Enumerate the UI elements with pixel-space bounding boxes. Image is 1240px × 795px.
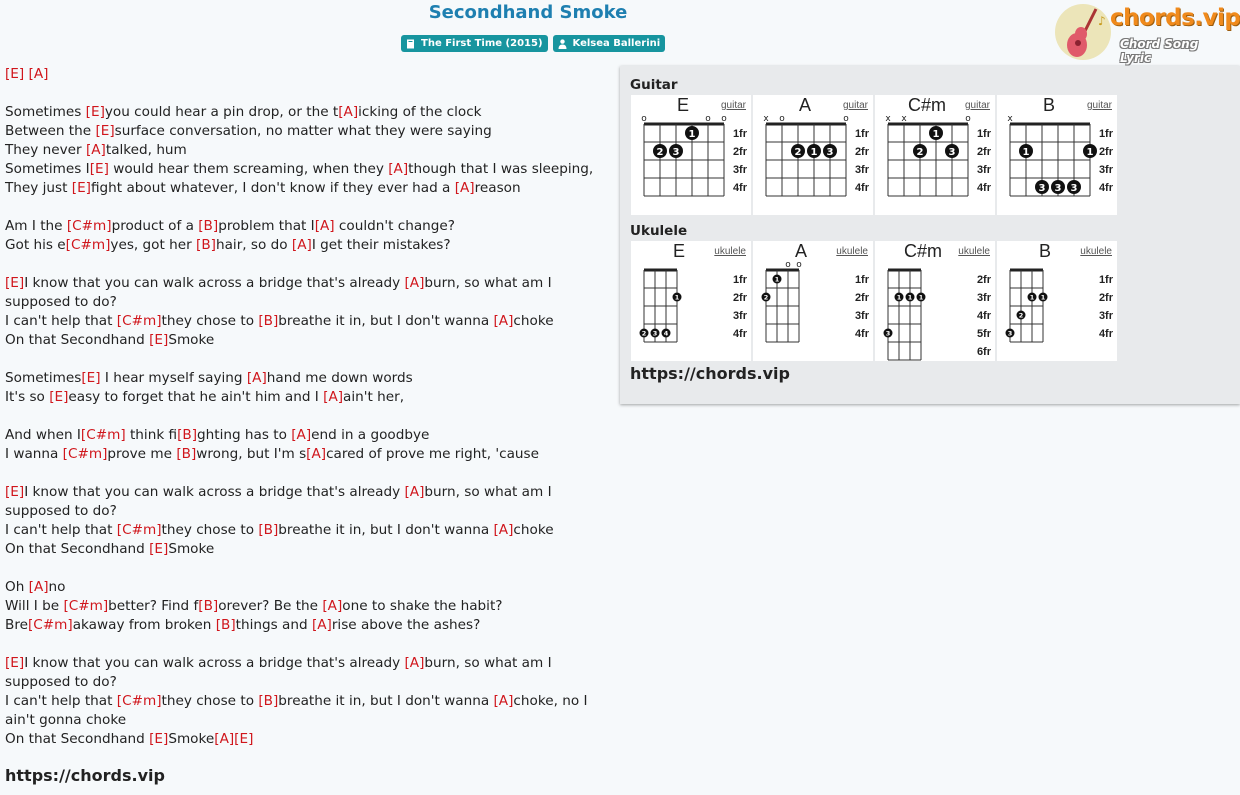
lyric-text: rise above the ashes? (331, 617, 481, 633)
muted-string-marker: x (1007, 114, 1013, 124)
lyric-text: hair, so do (215, 237, 292, 253)
lyric-text: I hear myself saying (100, 370, 247, 386)
chord-name: C#m (903, 241, 942, 261)
lyric-text: They just (5, 180, 72, 196)
fret-number-label: 2fr (854, 146, 869, 158)
chord-name: B (1042, 95, 1055, 115)
chord-name: A (794, 241, 807, 261)
lyric-text: Between the (5, 123, 96, 139)
chord-diagram (875, 95, 995, 215)
lyric-text: Got his e (5, 237, 66, 253)
svg-text:♪: ♪ (1098, 14, 1106, 28)
lyric-line (5, 445, 615, 464)
lyric-text: though that I was sleeping, (408, 161, 594, 177)
chord-marker[interactable]: [B] (215, 617, 236, 633)
chord-marker[interactable]: [E] (149, 332, 169, 348)
fret-number-label: 3fr (1098, 164, 1113, 176)
lyric-text: think fi (125, 427, 178, 443)
chord-marker[interactable]: [C#m] (116, 693, 162, 709)
lyric-line (5, 103, 615, 122)
lyric-text: they chose to (161, 522, 259, 538)
chord-marker[interactable]: [A] (404, 275, 425, 291)
fret-number-label: 3fr (854, 310, 869, 322)
chord-marker[interactable]: [B] (177, 427, 198, 443)
lyric-text: Smoke (168, 731, 215, 747)
fret-number-label: 3fr (976, 164, 991, 176)
lyric-text: icking of the clock (358, 104, 482, 120)
finger-number: 1 (1022, 147, 1030, 158)
open-string-marker: o (843, 114, 849, 124)
lyric-text: I know that you can walk across a bridge that's already (24, 655, 405, 671)
open-string-marker: o (721, 114, 727, 124)
guitar-section-label: Guitar (630, 77, 678, 93)
chord-marker[interactable]: [A] (404, 655, 425, 671)
fret-number-label: 4fr (732, 182, 747, 194)
lyric-blank-line (5, 84, 615, 103)
lyric-blank-line (5, 464, 615, 483)
muted-string-marker: x (885, 114, 891, 124)
chord-marker[interactable]: [B] (198, 598, 219, 614)
chord-marker[interactable]: [E] (95, 123, 115, 139)
fret-number-label: 2fr (976, 274, 991, 286)
lyric-line (5, 122, 615, 141)
chord-name: A (798, 95, 811, 115)
chord-marker[interactable]: [A] (322, 598, 343, 614)
chord-marker[interactable]: [A] (338, 104, 359, 120)
chord-marker[interactable]: [C#m] (63, 598, 109, 614)
chord-marker[interactable]: [A] (314, 218, 335, 234)
ukulele-chord-card-e[interactable] (631, 241, 751, 361)
lyric-text: breathe it in, but I don't wanna (278, 522, 494, 538)
finger-number: 1 (774, 275, 780, 284)
chord-marker[interactable]: [E] (149, 541, 169, 557)
fret-number-label: 6fr (976, 346, 991, 358)
artist-badge[interactable] (553, 35, 666, 52)
lyric-line (5, 483, 615, 521)
lyric-text: hand me down words (266, 370, 413, 386)
fret-number-label: 2fr (732, 146, 747, 158)
lyric-text: Will I be (5, 598, 64, 614)
lyric-text: burn, so what am I supposed to do? (5, 655, 552, 690)
fret-number-label: 4fr (1098, 182, 1113, 194)
lyric-text: I know that you can walk across a bridge that's already (24, 484, 405, 500)
finger-number: 3 (948, 147, 956, 158)
muted-string-marker: x (763, 114, 769, 124)
lyric-line (5, 654, 615, 692)
open-string-marker: o (705, 114, 711, 124)
lyric-text: things and (235, 617, 312, 633)
chord-marker[interactable]: [A] (493, 313, 514, 329)
lyric-text: Sometimes (5, 104, 86, 120)
fret-number-label: 2fr (732, 292, 747, 304)
finger-number: 1 (896, 293, 902, 302)
lyric-text: I can't help that (5, 313, 117, 329)
lyric-line (5, 217, 615, 236)
ukulele-chord-card-csharpm[interactable] (875, 241, 995, 361)
lyric-text: akaway from broken (72, 617, 216, 633)
lyric-text: fight about whatever, I don't know if they ever had a (90, 180, 455, 196)
chord-marker[interactable]: [A] (493, 522, 514, 538)
lyric-blank-line (5, 635, 615, 654)
fret-number-label: 3fr (1098, 310, 1113, 322)
finger-number: 4 (663, 329, 669, 338)
chord-type-link[interactable]: guitar (842, 100, 868, 111)
chord-diagram (997, 241, 1117, 361)
finger-number: 3 (826, 147, 834, 158)
song-badges (401, 35, 665, 52)
lyric-text: easy to forget that he ain't him and I (68, 389, 324, 405)
lyric-blank-line (5, 198, 615, 217)
lyric-text: burn, so what am I supposed to do? (5, 484, 552, 519)
lyric-text: ain't her, (343, 389, 405, 405)
lyric-text: choke, no I ain't gonna choke (5, 693, 588, 728)
finger-number: 1 (1040, 293, 1046, 302)
chord-marker[interactable]: [E] (71, 180, 91, 196)
finger-number: 3 (652, 329, 658, 338)
lyric-line (5, 274, 615, 312)
guitar-chord-card-a[interactable] (753, 95, 873, 215)
chord-marker[interactable]: [A] (493, 693, 514, 709)
lyric-text: product of a (111, 218, 199, 234)
chord-name: C#m (907, 95, 946, 115)
finger-number: 2 (1018, 311, 1024, 320)
fret-number-label: 3fr (732, 164, 747, 176)
fret-number-label: 2fr (976, 146, 991, 158)
chord-marker[interactable]: [E] (234, 731, 254, 747)
chords-panel (620, 66, 1240, 404)
user-icon (558, 39, 567, 49)
lyric-text: Sometimes I (5, 161, 90, 177)
fret-number-label: 4fr (732, 328, 747, 340)
lyric-line (5, 426, 615, 445)
lyric-text: they chose to (161, 313, 259, 329)
chord-marker[interactable]: [E] (5, 275, 25, 291)
lyric-text: choke (513, 313, 554, 329)
lyric-blank-line (5, 255, 615, 274)
chord-marker[interactable]: [E] (89, 161, 109, 177)
lyric-line (5, 312, 615, 331)
lyric-line (5, 578, 615, 597)
lyric-text: they chose to (161, 693, 259, 709)
fret-number-label: 4fr (1098, 328, 1113, 340)
open-string-marker: o (641, 114, 647, 124)
book-icon (406, 39, 415, 49)
lyric-blank-line (5, 350, 615, 369)
lyric-text: I can't help that (5, 693, 117, 709)
lyric-text: one to shake the habit? (342, 598, 503, 614)
lyric-blank-line (5, 407, 615, 426)
lyric-text: would hear them screaming, when they (108, 161, 389, 177)
chord-type-link[interactable]: ukulele (958, 246, 990, 257)
chord-marker[interactable]: [A] (246, 370, 267, 386)
chord-marker[interactable]: [C#m] (116, 522, 162, 538)
lyric-text: It's so (5, 389, 50, 405)
lyric-line (5, 730, 615, 749)
chord-marker[interactable]: [A] (323, 389, 344, 405)
finger-number: 1 (932, 129, 940, 140)
finger-number: 2 (656, 147, 664, 158)
finger-number: 1 (918, 293, 924, 302)
lyric-text: Smoke (168, 541, 215, 557)
lyric-text: Sometimes (5, 370, 82, 386)
fret-number-label: 3fr (854, 164, 869, 176)
fret-number-label: 4fr (976, 182, 991, 194)
open-string-marker: o (785, 260, 791, 270)
finger-number: 1 (907, 293, 913, 302)
fret-number-label: 2fr (1098, 292, 1113, 304)
lyric-text: cared of prove me right, 'cause (326, 446, 539, 462)
chord-marker[interactable]: [A] (214, 731, 235, 747)
lyric-text: I can't help that (5, 522, 117, 538)
lyric-text: surface conversation, no matter what they were saying (114, 123, 492, 139)
chord-type-link[interactable]: ukulele (836, 246, 868, 257)
lyric-text: problem that I (218, 218, 315, 234)
open-string-marker: o (796, 260, 802, 270)
chord-marker[interactable]: [E] (5, 484, 25, 500)
chord-name: E (672, 241, 685, 261)
finger-number: 1 (810, 147, 818, 158)
open-string-marker: o (965, 114, 971, 124)
finger-number: 2 (763, 293, 769, 302)
fret-number-label: 3fr (976, 292, 991, 304)
lyric-text: I know that you can walk across a bridge that's already (24, 275, 405, 291)
lyric-text: And when I (5, 427, 81, 443)
lyric-text: Bre (5, 617, 28, 633)
fret-number-label: 3fr (732, 310, 747, 322)
guitar-icon (1054, 3, 1114, 61)
lyric-text: talked, hum (105, 142, 187, 158)
fret-number-label: 2fr (854, 292, 869, 304)
chord-name: E (676, 95, 689, 115)
lyric-text: I get their mistakes? (311, 237, 451, 253)
fret-number-label: 1fr (854, 274, 869, 286)
song-title: Secondhand Smoke (428, 2, 628, 23)
site-url-footer: https://chords.vip (5, 766, 165, 785)
lyric-text: no (48, 579, 66, 595)
finger-number: 3 (1038, 183, 1046, 194)
lyric-line (5, 236, 615, 255)
lyric-text: On that Secondhand (5, 332, 150, 348)
chord-marker[interactable]: [E] (81, 370, 101, 386)
chord-marker[interactable]: [C#m] (62, 446, 108, 462)
lyric-line (5, 65, 615, 84)
chord-type-link[interactable]: guitar (1086, 100, 1112, 111)
lyric-text: They never (5, 142, 86, 158)
lyric-text: end in a goodbye (311, 427, 430, 443)
ukulele-chord-card-a[interactable] (753, 241, 873, 361)
finger-number: 2 (794, 147, 802, 158)
site-logo[interactable] (1054, 3, 1240, 65)
fret-number-label: 1fr (1098, 274, 1113, 286)
lyric-blank-line (5, 559, 615, 578)
artist-badge-label: Kelsea Ballerini (572, 38, 661, 49)
chord-marker[interactable]: [A] (388, 161, 409, 177)
lyric-line (5, 540, 615, 559)
chord-type-link[interactable]: ukulele (714, 246, 746, 257)
lyrics-body (5, 65, 615, 749)
chord-marker[interactable]: [A] (291, 237, 312, 253)
lyric-line (5, 388, 615, 407)
chord-diagram (753, 241, 873, 361)
ukulele-chord-card-b[interactable] (997, 241, 1117, 361)
lyric-line (5, 369, 615, 388)
fret-number-label: 4fr (976, 310, 991, 322)
chord-marker[interactable]: [A] (85, 142, 106, 158)
guitar-chord-cards (631, 95, 1117, 215)
panel-site-url: https://chords.vip (630, 364, 790, 383)
chord-marker[interactable]: [B] (258, 693, 279, 709)
lyric-line (5, 692, 615, 730)
muted-string-marker: x (901, 114, 907, 124)
fret-number-label: 1fr (854, 128, 869, 140)
ukulele-chord-cards (631, 241, 1117, 361)
fret-number-label: 4fr (854, 182, 869, 194)
chord-marker[interactable]: [A] (306, 446, 327, 462)
fret-number-label: 4fr (854, 328, 869, 340)
logo-tagline: Chord Song Lyric (1120, 37, 1199, 65)
lyric-text: prove me (107, 446, 177, 462)
chord-type-link[interactable]: guitar (964, 100, 990, 111)
finger-number: 1 (688, 129, 696, 140)
lyric-text: breathe it in, but I don't wanna (278, 313, 494, 329)
finger-number: 3 (1007, 329, 1013, 338)
chord-marker[interactable]: [C#m] (66, 218, 112, 234)
lyric-line (5, 331, 615, 350)
lyric-text: breathe it in, but I don't wanna (278, 693, 494, 709)
lyric-text: couldn't change? (334, 218, 455, 234)
chord-marker[interactable]: [B] (196, 237, 216, 253)
chord-diagram (631, 95, 751, 215)
ukulele-section-label: Ukulele (630, 223, 688, 239)
chord-marker[interactable]: [A] (291, 427, 312, 443)
chord-diagram (631, 241, 751, 361)
chord-marker[interactable]: [B] (258, 313, 279, 329)
chord-marker[interactable]: [B] (176, 446, 197, 462)
lyric-text: wrong, but I'm s (196, 446, 307, 462)
lyric-line (5, 616, 615, 635)
chord-marker[interactable]: [A] (404, 484, 425, 500)
chord-marker[interactable]: [E] (149, 731, 169, 747)
chord-marker[interactable]: [A] (454, 180, 475, 196)
chord-marker[interactable]: [C#m] (116, 313, 162, 329)
guitar-chord-card-b[interactable] (997, 95, 1117, 215)
chord-type-link[interactable]: guitar (720, 100, 746, 111)
logo-brand: chords.vip (1110, 5, 1240, 31)
chord-marker[interactable]: [E] (49, 389, 69, 405)
lyric-text: burn, so what am I supposed to do? (5, 275, 552, 310)
chord-diagram (997, 95, 1117, 215)
lyric-text: Smoke (168, 332, 215, 348)
chord-name: B (1038, 241, 1051, 261)
finger-number: 2 (641, 329, 647, 338)
finger-number: 3 (1054, 183, 1062, 194)
lyric-text: better? Find f (108, 598, 199, 614)
lyric-text: reason (474, 180, 521, 196)
lyric-text: Am I the (5, 218, 67, 234)
lyric-text: yes, got her (110, 237, 197, 253)
chord-marker[interactable]: [A] (28, 579, 49, 595)
lyric-text: ghting has to (197, 427, 292, 443)
chord-marker[interactable]: [A] (311, 617, 332, 633)
lyric-text: choke (513, 522, 554, 538)
finger-number: 2 (916, 147, 924, 158)
album-badge[interactable] (401, 35, 548, 52)
finger-number: 1 (674, 293, 680, 302)
lyric-line (5, 521, 615, 540)
chord-diagram (875, 241, 995, 361)
fret-number-label: 1fr (732, 128, 747, 140)
chord-marker[interactable]: [C#m] (65, 237, 111, 253)
open-string-marker: o (779, 114, 785, 124)
chord-diagram (753, 95, 873, 215)
chord-marker[interactable]: [B] (258, 522, 279, 538)
chord-type-link[interactable]: ukulele (1080, 246, 1112, 257)
lyric-line (5, 597, 615, 616)
finger-number: 3 (885, 329, 891, 338)
album-badge-label: The First Time (2015) (421, 38, 543, 49)
lyric-line (5, 179, 615, 198)
lyric-text: Oh (5, 579, 29, 595)
lyric-text: you could hear a pin drop, or the t (104, 104, 339, 120)
lyric-line (5, 141, 615, 160)
finger-number: 1 (1086, 147, 1094, 158)
fret-number-label: 2fr (1098, 146, 1113, 158)
chord-marker[interactable]: [B] (198, 218, 219, 234)
fret-number-label: 1fr (732, 274, 747, 286)
fret-number-label: 1fr (1098, 128, 1113, 140)
lyric-text: I wanna (5, 446, 63, 462)
chord-marker[interactable]: [C#m] (27, 617, 73, 633)
guitar-chord-card-e[interactable] (631, 95, 751, 215)
chord-marker[interactable]: [E] (5, 655, 25, 671)
fret-number-label: 1fr (976, 128, 991, 140)
guitar-chord-card-csharpm[interactable] (875, 95, 995, 215)
lyric-text: orever? Be the (218, 598, 323, 614)
lyric-line (5, 160, 615, 179)
chord-marker[interactable]: [E] (5, 66, 25, 82)
chord-marker[interactable]: [A] (28, 66, 49, 82)
fret-number-label: 5fr (976, 328, 991, 340)
chord-marker[interactable]: [E] (85, 104, 105, 120)
lyric-text: On that Secondhand (5, 731, 150, 747)
chord-marker[interactable]: [C#m] (80, 427, 126, 443)
lyric-text: On that Secondhand (5, 541, 150, 557)
finger-number: 1 (1029, 293, 1035, 302)
finger-number: 3 (1070, 183, 1078, 194)
finger-number: 3 (672, 147, 680, 158)
